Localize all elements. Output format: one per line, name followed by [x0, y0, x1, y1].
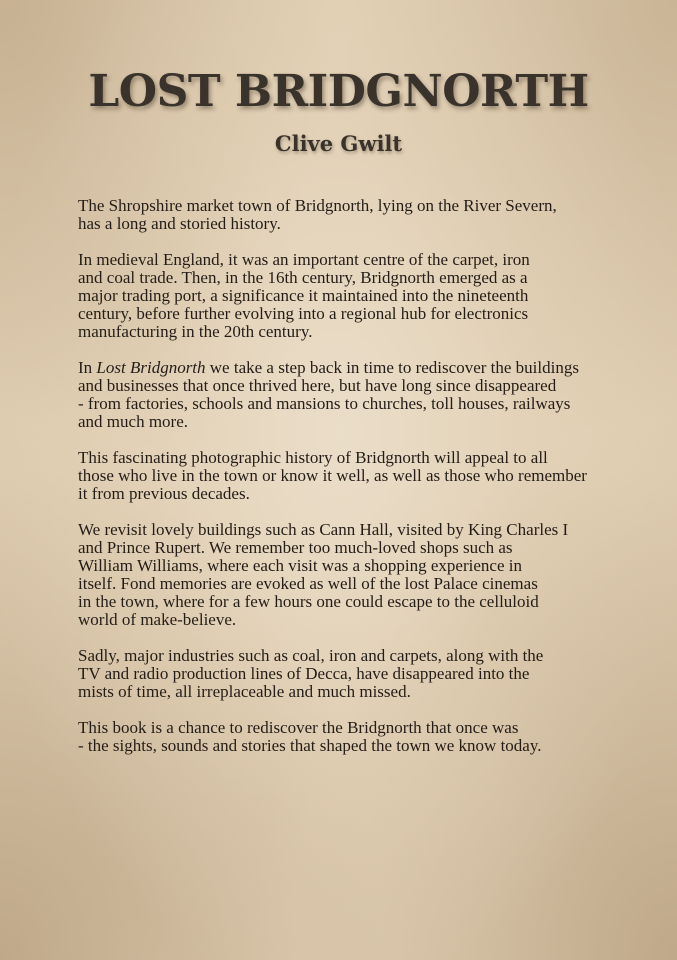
blurb-paragraph-5 — [78, 521, 618, 629]
blurb-paragraph-3 — [78, 359, 618, 431]
text-line: and Prince Rupert. We remember too much-loved shops such as — [78, 538, 513, 557]
text-line: - from factories, schools and mansions to churches, toll houses, railways — [78, 394, 571, 413]
book-author: Clive Gwilt — [274, 131, 403, 156]
text-line: mists of time, all irreplaceable and much missed. — [78, 682, 411, 701]
text-line: TV and radio production lines of Decca, have disappeared into the — [78, 664, 530, 683]
text-line: and coal trade. Then, in the 16th century, Bridgnorth emerged as a — [78, 268, 528, 287]
blurb-paragraph-2 — [78, 251, 618, 341]
text-line: century, before further evolving into a regional hub for electronics — [78, 304, 529, 323]
blurb — [78, 197, 618, 773]
book-title: LOST BRIDGNORTH — [88, 66, 589, 117]
text-line: has a long and storied history. — [78, 214, 281, 233]
text-line: world of make-believe. — [78, 610, 237, 629]
text-fragment: we take a step back in time to rediscover the buildings — [205, 358, 579, 377]
text-line: - the sights, sounds and stories that shaped the town we know today. — [78, 736, 542, 755]
blurb-paragraph-7 — [78, 719, 618, 755]
text-line: The Shropshire market town of Bridgnorth, lying on the River Severn, — [78, 196, 557, 215]
text-line — [78, 359, 618, 377]
blurb-paragraph-4 — [78, 449, 618, 503]
text-line: This book is a chance to rediscover the Bridgnorth that once was — [78, 718, 519, 737]
text-line: This fascinating photographic history of Bridgnorth will appeal to all — [78, 448, 548, 467]
blurb-paragraph-1 — [78, 197, 618, 233]
text-line: and much more. — [78, 412, 188, 431]
text-line: those who live in the town or know it well, as well as those who remember — [78, 466, 587, 485]
text-line: William Williams, where each visit was a shopping experience in — [78, 556, 522, 575]
blurb-paragraph-6 — [78, 647, 618, 701]
text-line: and businesses that once thrived here, but have long since disappeared — [78, 376, 557, 395]
text-line: In medieval England, it was an important centre of the carpet, iron — [78, 250, 530, 269]
text-line: in the town, where for a few hours one could escape to the celluloid — [78, 592, 539, 611]
text-line: major trading port, a significance it maintained into the nineteenth — [78, 286, 529, 305]
text-line: Sadly, major industries such as coal, iron and carpets, along with the — [78, 646, 544, 665]
text-line: We revisit lovely buildings such as Cann Hall, visited by King Charles I — [78, 520, 569, 539]
book-title-italic: Lost Bridgnorth — [96, 358, 206, 377]
text-line: manufacturing in the 20th century. — [78, 322, 313, 341]
text-line: it from previous decades. — [78, 484, 250, 503]
text-line: itself. Fond memories are evoked as well of the lost Palace cinemas — [78, 574, 538, 593]
text-fragment: In — [78, 358, 97, 377]
